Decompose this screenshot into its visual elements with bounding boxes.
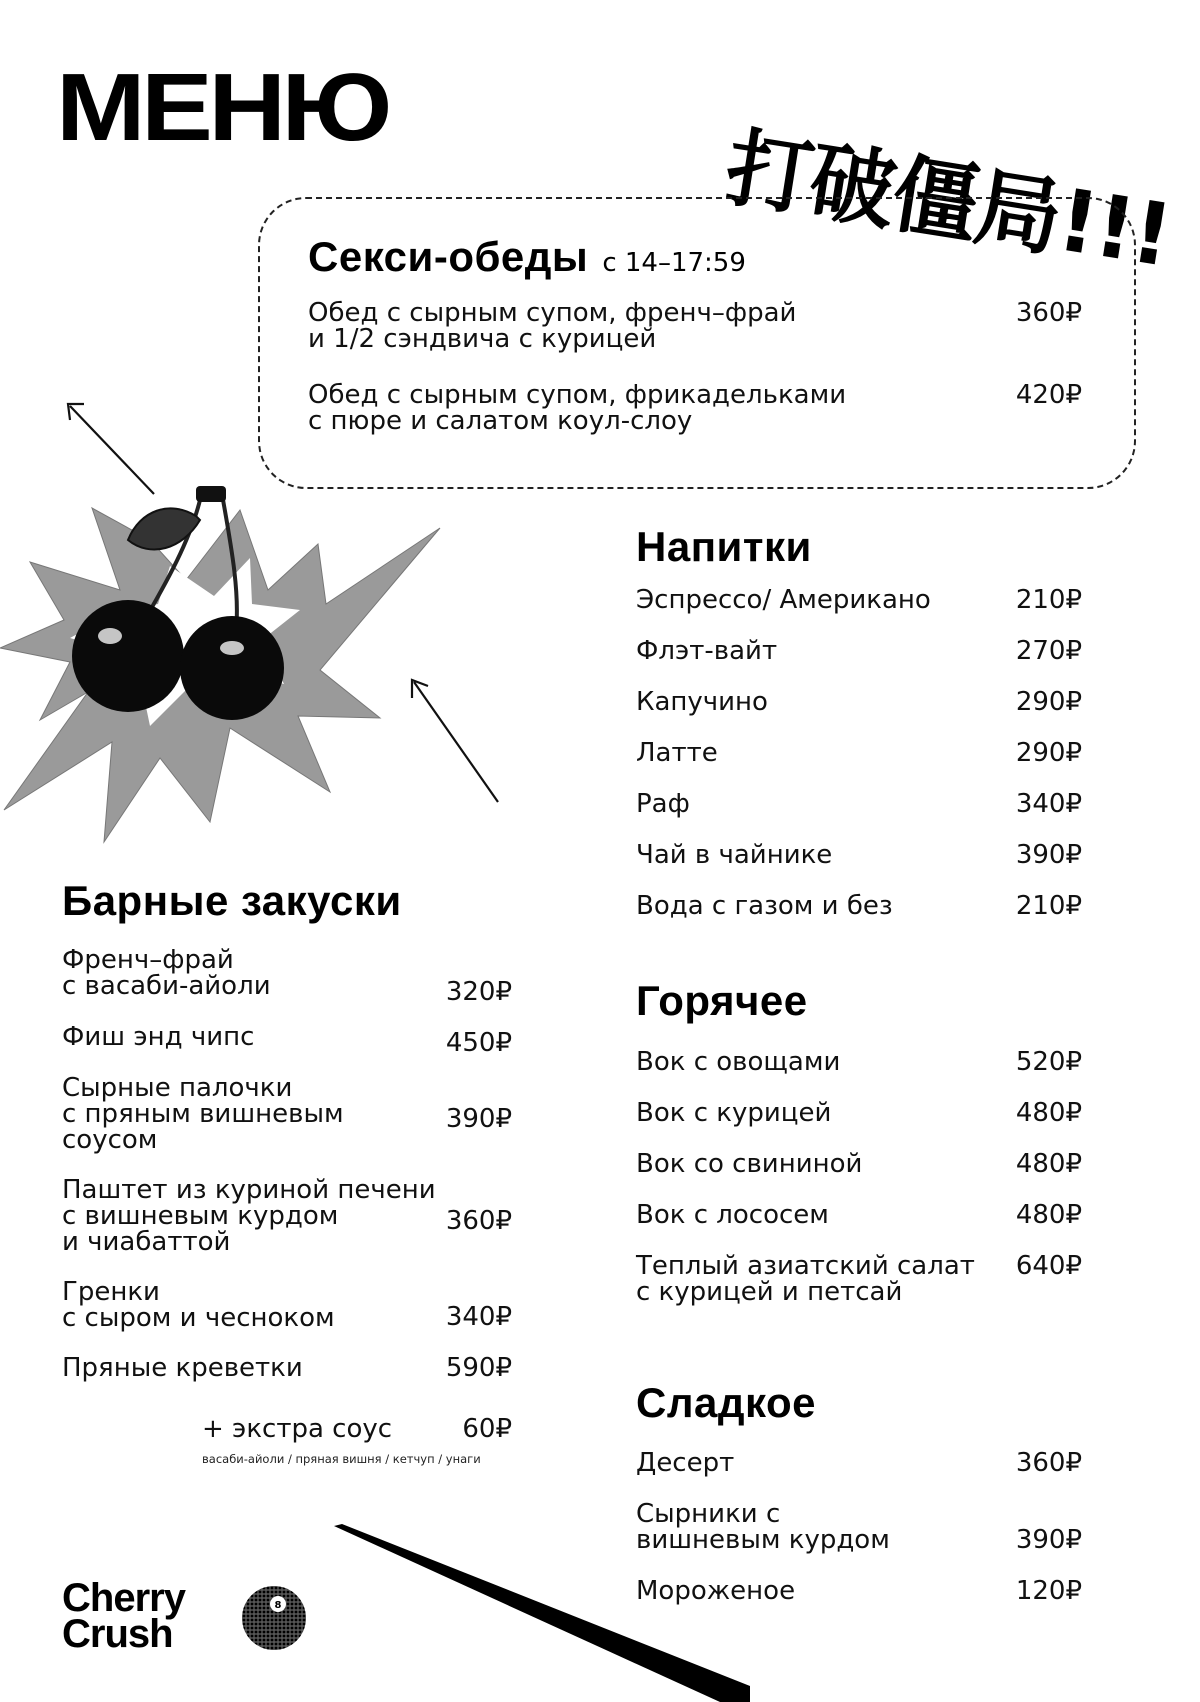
snacks-title: Барные закуски: [62, 877, 402, 924]
arrow-icon: [68, 404, 154, 494]
drinks-title: Напитки: [636, 523, 812, 570]
snacks-item-5-name: Гренки с сыром и чесноком: [62, 1277, 335, 1333]
hot-item-3-price: 480₽: [1015, 1149, 1082, 1179]
snacks-extra-name: + экстра соус: [202, 1414, 393, 1444]
drinks-item-7-price: 210₽: [1015, 891, 1082, 921]
drinks-item-3-price: 290₽: [1015, 687, 1082, 717]
drinks-item-6-price: 390₽: [1015, 840, 1082, 870]
drinks-item-2-name: Флэт-вайт: [636, 636, 778, 666]
drinks-item-1-name: Эспрессо/ Американо: [636, 585, 931, 615]
brand-logo: [62, 1576, 185, 1656]
sweet-item-1-price: 360₽: [1015, 1448, 1082, 1478]
sweet-item-2-name: Сырники с вишневым курдом: [636, 1499, 890, 1555]
hot-item-2-price: 480₽: [1015, 1098, 1082, 1128]
sweet-item-3-name: Мороженое: [636, 1576, 796, 1606]
drinks-item-1-price: 210₽: [1015, 585, 1082, 615]
snacks-extra-price: 60₽: [462, 1414, 512, 1444]
lunch-item-2-price: 420₽: [1015, 380, 1082, 410]
hot-title: Горячее: [636, 977, 808, 1024]
sweet-item-2-price: 390₽: [1015, 1525, 1082, 1555]
svg-text:8: 8: [274, 1600, 282, 1611]
sweet-item-1-name: Десерт: [636, 1448, 735, 1478]
drinks-item-7-name: Вода с газом и без: [636, 891, 893, 921]
logo-line-1: Cherry: [62, 1576, 185, 1620]
snacks-extra-options: васаби-айоли / пряная вишня / кетчуп / унаги: [202, 1452, 481, 1466]
snacks-item-3-price: 390₽: [445, 1104, 512, 1134]
snacks-item-2-price: 450₽: [445, 1028, 512, 1058]
snacks-item-1-price: 320₽: [445, 977, 512, 1007]
snacks-item-4-price: 360₽: [445, 1206, 512, 1236]
lunch-item-1-name: Обед с сырным супом, френч–фрай и 1/2 сэндвича с курицей: [308, 298, 797, 354]
hot-item-1-name: Вок с овощами: [636, 1047, 841, 1077]
lunch-item-1-price: 360₽: [1015, 298, 1082, 328]
logo-ball-icon: [238, 1582, 310, 1654]
sweet-item-3-price: 120₽: [1015, 1576, 1082, 1606]
snacks-item-4-name: Паштет из куриной печени с вишневым курдом и чиабаттой: [62, 1175, 436, 1257]
snacks-item-5-price: 340₽: [445, 1302, 512, 1332]
page-title: МЕНЮ: [56, 54, 388, 161]
hot-item-5-name: Теплый азиатский салат с курицей и петсай: [636, 1251, 975, 1307]
drinks-item-2-price: 270₽: [1015, 636, 1082, 666]
sweet-title: Сладкое: [636, 1379, 817, 1426]
hot-item-4-name: Вок с лососем: [636, 1200, 829, 1230]
arrow-icon: [412, 680, 498, 802]
drinks-item-4-name: Латте: [636, 738, 718, 768]
slogan-text: 打破僵局!!!: [719, 117, 1178, 287]
lunch-item-2-name: Обед с сырным супом, фрикадельками с пюре и салатом коул-слоу: [308, 380, 847, 436]
snacks-item-1-name: Френч–фрай с васаби-айоли: [62, 945, 271, 1001]
lunch-title: [308, 233, 746, 280]
decor-graphics: [0, 390, 520, 850]
drinks-item-3-name: Капучино: [636, 687, 768, 717]
snacks-item-6-price: 590₽: [445, 1353, 512, 1383]
drinks-item-4-price: 290₽: [1015, 738, 1082, 768]
hot-item-1-price: 520₽: [1015, 1047, 1082, 1077]
snacks-item-2-name: Фиш энд чипс: [62, 1022, 255, 1052]
hot-item-3-name: Вок со свининой: [636, 1149, 863, 1179]
lunch-time: с 14–17:59: [602, 248, 746, 278]
hot-item-2-name: Вок с курицей: [636, 1098, 832, 1128]
drinks-item-5-price: 340₽: [1015, 789, 1082, 819]
drinks-item-6-name: Чай в чайнике: [636, 840, 833, 870]
hot-item-5-price: 640₽: [1015, 1251, 1082, 1281]
logo-line-2: Crush: [62, 1612, 173, 1656]
lunch-title-text: Секси-обеды: [308, 233, 589, 280]
drinks-item-5-name: Раф: [636, 789, 690, 819]
snacks-item-6-name: Пряные креветки: [62, 1353, 303, 1383]
hot-item-4-price: 480₽: [1015, 1200, 1082, 1230]
snacks-item-3-name: Сырные палочки с пряным вишневым соусом: [62, 1073, 344, 1155]
diagonal-stroke: [330, 1520, 750, 1702]
